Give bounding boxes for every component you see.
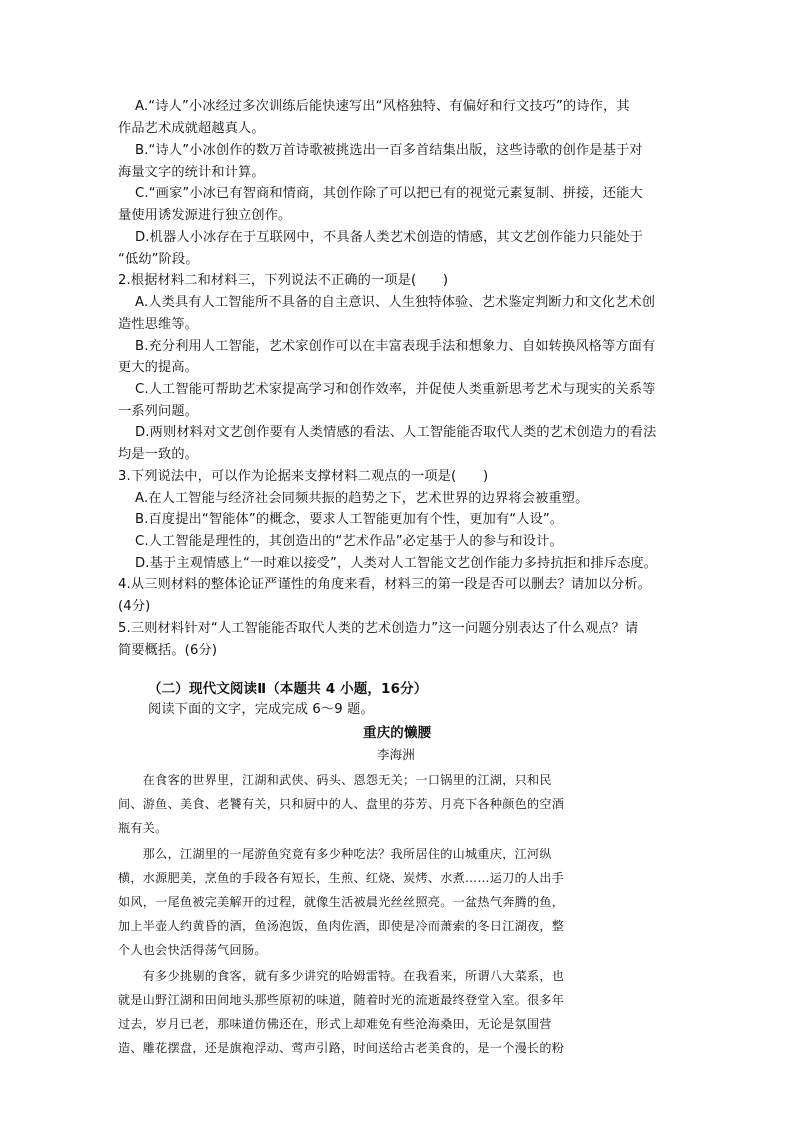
q2-option-b-line2: 更大的提高。 <box>118 360 199 375</box>
q1-option-a-line1: A.“诗人”小冰经过多次训练后能快速写出“风格独特、有偏好和行文技巧”的诗作，其 <box>135 99 630 114</box>
paragraph-line: 横，水源肥美，烹鱼的手段各有短长，生煎、红烧、炭烤、水煮……运刀的人出手 <box>118 871 565 885</box>
paragraph-line: 那么，江湖里的一尾游鱼究竟有多少种吃法？我所居住的山城重庆，江河纵 <box>118 847 552 861</box>
article-author: 李海洲 <box>377 747 415 762</box>
q2-option-d-line1: D.两则材料对文艺创作要有人类情感的看法、人工智能能否取代人类的艺术创造力的看法 <box>135 425 657 440</box>
section-instruction: 阅读下面的文字，完成完成 6～9 题。 <box>148 702 374 717</box>
paragraph-line: 过去，岁月已老，那味道仿佛还在，形式上却难免有些沧海桑田，无论是氛围营 <box>118 1017 552 1031</box>
q3-option-b: B.百度提出“智能体”的概念，要求人工智能更加有个性，更加有“人设”。 <box>135 512 564 527</box>
q1-option-b-line1: B.“诗人”小冰创作的数万首诗歌被挑选出一百多首结集出版，这些诗歌的创作是基于对 <box>135 143 643 158</box>
paragraph-line: 瓶有关。 <box>118 821 168 835</box>
article-title: 重庆的懒腰 <box>363 725 432 741</box>
q1-option-d-line1: D.机器人小冰存在于互联网中，不具备人类艺术创造的情感，其文艺创作能力只能处于 <box>135 230 644 245</box>
q3-option-c: C.人工智能是理性的，其创造出的“艺术作品”必定基于人的参与和设计。 <box>135 534 563 549</box>
q2-option-a-line1: A.人类具有人工智能所不具备的自主意识、人生独特体验、艺术鉴定判断力和文化艺术创 <box>135 295 656 310</box>
paragraph-line: 就是山野江湖和田间地头那些原初的味道，随着时光的流逝最终登堂入室。很多年 <box>118 993 565 1007</box>
paragraph-line: 有多少挑剔的食客，就有多少讲究的哈姆雷特。在我看来，所谓八大菜系，也 <box>118 969 565 983</box>
q3-stem: 3.下列说法中，可以作为论据来支撑材料二观点的一项是( ) <box>118 469 489 484</box>
q5-line2: 简要概括。(6分) <box>118 643 218 658</box>
paragraph-line: 在食客的世界里，江湖和武侠、码头、恩怨无关；一口锅里的江湖，只和民 <box>118 773 552 787</box>
paragraph-line: 加上半壶人约黄昏的酒，鱼汤泡饭，鱼肉佐酒，即使是冷而萧索的冬日江湖夜，整 <box>118 919 565 933</box>
q3-option-a: A.在人工智能与经济社会同频共振的趋势之下，艺术世界的边界将会被重塑。 <box>135 491 589 506</box>
q4-line2: (4分) <box>118 599 151 614</box>
q1-option-a-line2: 作品艺术成就超越真人。 <box>118 121 265 136</box>
paragraph-line: 造、雕花摆盘，还是旗袍浮动、莺声引路，时间送给古老美食的，是一个漫长的粉 <box>118 1041 565 1055</box>
q1-option-c-line1: C.“画家”小冰已有智商和情商，其创作除了可以把已有的视觉元素复制、拼接，还能大 <box>135 186 643 201</box>
section-heading: （二）现代文阅读Ⅱ（本题共 4 小题，16分） <box>148 681 428 697</box>
q2-option-c-line2: 一系列问题。 <box>118 404 199 419</box>
paragraph-line: 个人也会快活得荡气回肠。 <box>118 943 267 957</box>
q2-option-c-line1: C.人工智能可帮助艺术家提高学习和创作效率，并促使人类重新思考艺术与现实的关系等 <box>135 382 656 397</box>
paragraph-line: 间、游鱼、美食、老饕有关，只和厨中的人、盘里的芬芳、月亮下各种颜色的空酒 <box>118 797 565 811</box>
paragraph-line: 如风，一尾鱼被完美解开的过程，就像生活被晨光丝丝照亮。一盆热气奔腾的鱼， <box>118 895 565 909</box>
q2-option-a-line2: 造性思维等。 <box>118 317 199 332</box>
q2-option-b-line1: B.充分利用人工智能，艺术家创作可以在丰富表现手法和想象力、自如转换风格等方面有 <box>135 339 656 354</box>
q1-option-d-line2: “低幼”阶段。 <box>118 252 199 267</box>
q3-option-d: D.基于主观情感上“一时难以接受”，人类对人工智能文艺创作能力多持抗拒和排斥态度。 <box>135 556 658 571</box>
q2-stem: 2.根据材料二和材料三，下列说法不正确的一项是( ) <box>118 273 449 288</box>
q4-line1: 4.从三则材料的整体论证严谨性的角度来看，材料三的第一段是否可以删去？请加以分析。 <box>118 577 652 592</box>
q2-option-d-line2: 均是一致的。 <box>118 447 199 462</box>
q1-option-c-line2: 量使用诱发源进行独立创作。 <box>118 208 292 223</box>
q1-option-b-line2: 海量文字的统计和计算。 <box>118 165 265 180</box>
q5-line1: 5.三则材料针对“人工智能能否取代人类的艺术创造力”这一问题分别表达了什么观点？请 <box>118 621 639 636</box>
